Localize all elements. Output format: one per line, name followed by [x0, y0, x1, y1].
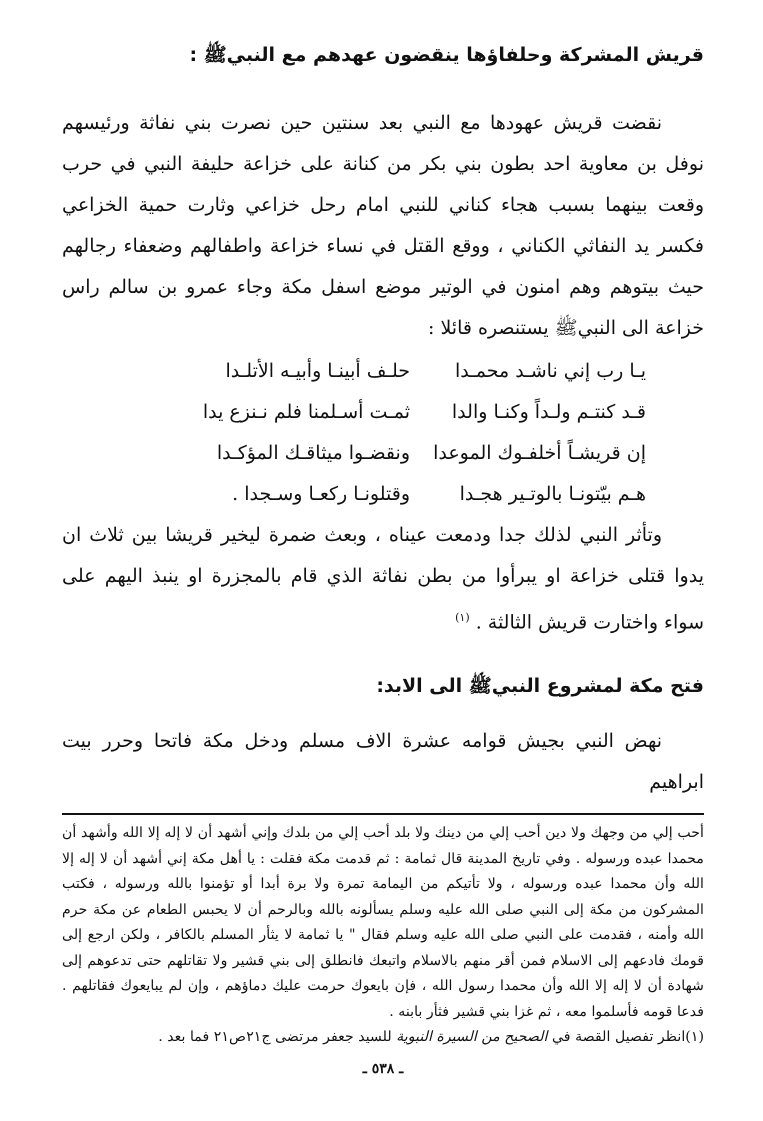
- poem-verse: [62, 351, 646, 392]
- section-heading-conquest: فتح مكة لمشروع النبيﷺ الى الابد:: [376, 675, 704, 698]
- verse-second-hemistich: حلـف أبينـا وأبيـه الأتلـدا: [225, 360, 410, 382]
- poem-verse: [62, 474, 646, 515]
- footnote-marker: (١): [685, 1029, 704, 1046]
- verse-first-hemistich: إن قريشـاً أخلفـوك الموعدا: [433, 442, 646, 464]
- paragraph-prophet-response: [62, 515, 704, 643]
- verse-second-hemistich: ثمـت أسـلمنا فلم نـنزع يدا: [202, 401, 410, 423]
- footnote-reference: (١): [455, 611, 470, 624]
- verse-first-hemistich: هـم بيّتونـا بالوتـير هجـدا: [459, 483, 646, 505]
- verse-second-hemistich: ونقضـوا ميثاقـك المؤكـدا: [216, 442, 410, 464]
- verse-second-hemistich: وقتلونـا ركعـا وسـجدا .: [232, 483, 410, 505]
- page-number: ـ ٥٣٨ ـ: [362, 1060, 404, 1077]
- verse-first-hemistich: يـا رب إني ناشـد محمـدا: [454, 360, 646, 382]
- section-heading-quraysh: قريش المشركة وحلفاؤها ينقضون عهدهم مع النبيﷺ :: [189, 44, 704, 66]
- verse-first-hemistich: قـد كنتـم ولـداً وكنـا والدا: [451, 401, 646, 423]
- poem: [62, 351, 704, 515]
- footnote-ref-pre: انظر تفصيل القصة في: [551, 1029, 686, 1046]
- footnote-1: [62, 1025, 704, 1051]
- footnote-continued: أحب إلي من وجهك ولا دين أحب إلي من دينك ولا بلد أحب إلي من بلدك وإني أشهد أن لا إله إلا الله وأشهد أن محمدا عبده ورسوله . وفي تاريخ المدينة قال ثمامة : ثم قدمت مكة فقلت : يا أهل مكة إني أشهد أن لا إله إلا الله وأن محمدا عبده ورسوله ، ولا تأتيكم من اليمامة تمرة ولا برة أبدا أو تؤمنوا بالله ورسوله ، فكتب المشركون من مكة إلى النبي صلى الله عليه وسلم يسألونه بالله وبالرحم أن لا يحبس الطعام عن مكة حرم الله وأمنه ، فقدمت على النبي صلى الله عليه وسلم فقال " يا ثمامة لا يثأر المسلم بالكافر ، ولكن ارجع إلى قومك فادعهم إلى الاسلام فمن أقر منهم بالاسلام واتبعك فانطلق إلى بني قشير ولا تقاتلهم حتى تدعوهم إلى شهادة أن لا إله إلا الله وأن محمدا رسول الله ، فإن بايعوك حرمت عليك دماؤهم ، وإن لم يبايعوك فقاتلهم . فدعا قومه فأسلموا معه ، ثم غزا بني قشير فثأر بابنه .: [62, 825, 704, 1020]
- paragraph-text: وتأثر النبي لذلك جدا ودمعت عيناه ، وبعث ضمرة ليخير قريشا بين ثلاث ان يدوا قتلى خزاعة او يبرأوا من بطن نفاثة الذي قام بالمجزرة او ينبذ اليهم على سواء واختارت قريش الثالثة .: [62, 524, 704, 634]
- footnote-divider: [62, 813, 704, 815]
- footnote-ref-post: للسيد جعفر مرتضى ج٢١ص٢١ فما بعد .: [158, 1029, 392, 1046]
- paragraph-conquest: نهض النبي بجيش قوامه عشرة الاف مسلم ودخل مكة فاتحا وحرر بيت ابراهيم: [62, 730, 704, 794]
- poem-verse: [62, 392, 646, 433]
- poem-verse: [62, 433, 646, 474]
- document-page: [62, 40, 704, 1081]
- footnote-book-title: الصحيح من السيرة النبوية: [396, 1029, 548, 1046]
- paragraph-treaty-breach: نقضت قريش عهودها مع النبي بعد سنتين حين نصرت بني نفاثة ورئيسهم نوفل بن معاوية احد بطون بني بكر من كنانة على خزاعة حليفة النبي في حرب وقعت بينهما بسبب هجاء كناني للنبي امام رحل خزاعي وثارت حمية الخزاعي فكسر يد النفاثي الكناني ، ووقع القتل في نساء خزاعة واطفالهم وضعفاء رجالهم حيث بيتوهم وهم امنون في الوتير موضع اسفل مكة وجاء عمرو بن سالم راس خزاعة الى النبيﷺ يستنصره قائلا :: [62, 112, 704, 339]
